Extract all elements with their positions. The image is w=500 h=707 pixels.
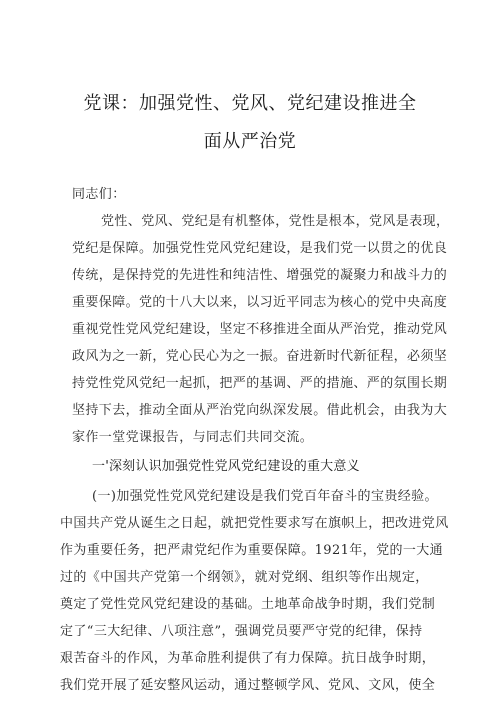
section-heading: 一'深刻认识加强党性党风党纪建设的重大意义 [92, 459, 360, 474]
paragraph-line: 政风为之一新，党心民心为之一振。奋进新时代新征程，必须坚 [72, 349, 448, 364]
paragraph-line: 过的《中国共产党第一个纲领》，就对党纲、组织等作出规定， [60, 570, 429, 585]
document-title-line-2: 面从严治党 [203, 131, 297, 152]
paragraph-line: 重要保障。党的十八大以来，以习近平同志为核心的党中央高度 [72, 295, 448, 310]
paragraph-line: 传统，是保持党的先进性和纯洁性、增强党的凝聚力和战斗力的 [72, 268, 448, 283]
paragraph-line: 我们党开展了延安整风运动，通过整顿学风、党风、文风，使全 [60, 678, 436, 693]
salutation: 同志们： [72, 187, 126, 202]
paragraph-line: 定了“三大纪律、八项注意”，强调党员要严守党的纪律，保持 [60, 624, 423, 639]
paragraph-line: 中国共产党从诞生之日起，就把党性要求写在旗帜上，把改进党风 [60, 516, 449, 531]
paragraph-line: 党纪是保障。加强党性党风党纪建设，是我们党一以贯之的优良 [72, 241, 448, 256]
paragraph-line: (一)加强党性党风党纪建设是我们党百年奋斗的宝贵经验。 [92, 489, 438, 504]
document-title-line-1: 党课：加强党性、党风、党纪建设推进全 [83, 93, 417, 114]
paragraph-line: 作为重要任务，把严肃党纪作为重要保障。1921年，党的一大通 [60, 543, 444, 558]
paragraph-line: 艰苦奋斗的作风，为革命胜利提供了有力保障。抗日战争时期， [60, 651, 436, 666]
paragraph-line: 重视党性党风党纪建设，坚定不移推进全面从严治党，推动党风 [72, 322, 448, 337]
paragraph-line: 家作一堂党课报告，与同志们共同交流。 [72, 430, 314, 445]
paragraph-line: 奠定了党性党风党纪建设的基础。土地革命战争时期，我们党制 [60, 597, 436, 612]
paragraph-line: 持党性党风党纪一起抓，把严的基调、严的措施、严的氛围长期 [72, 376, 448, 391]
paragraph-line: 坚持下去，推动全面从严治党向纵深发展。借此机会，由我为大 [72, 403, 448, 418]
paragraph-line: 党性、党风、党纪是有机整体，党性是根本，党风是表现， [101, 214, 450, 229]
